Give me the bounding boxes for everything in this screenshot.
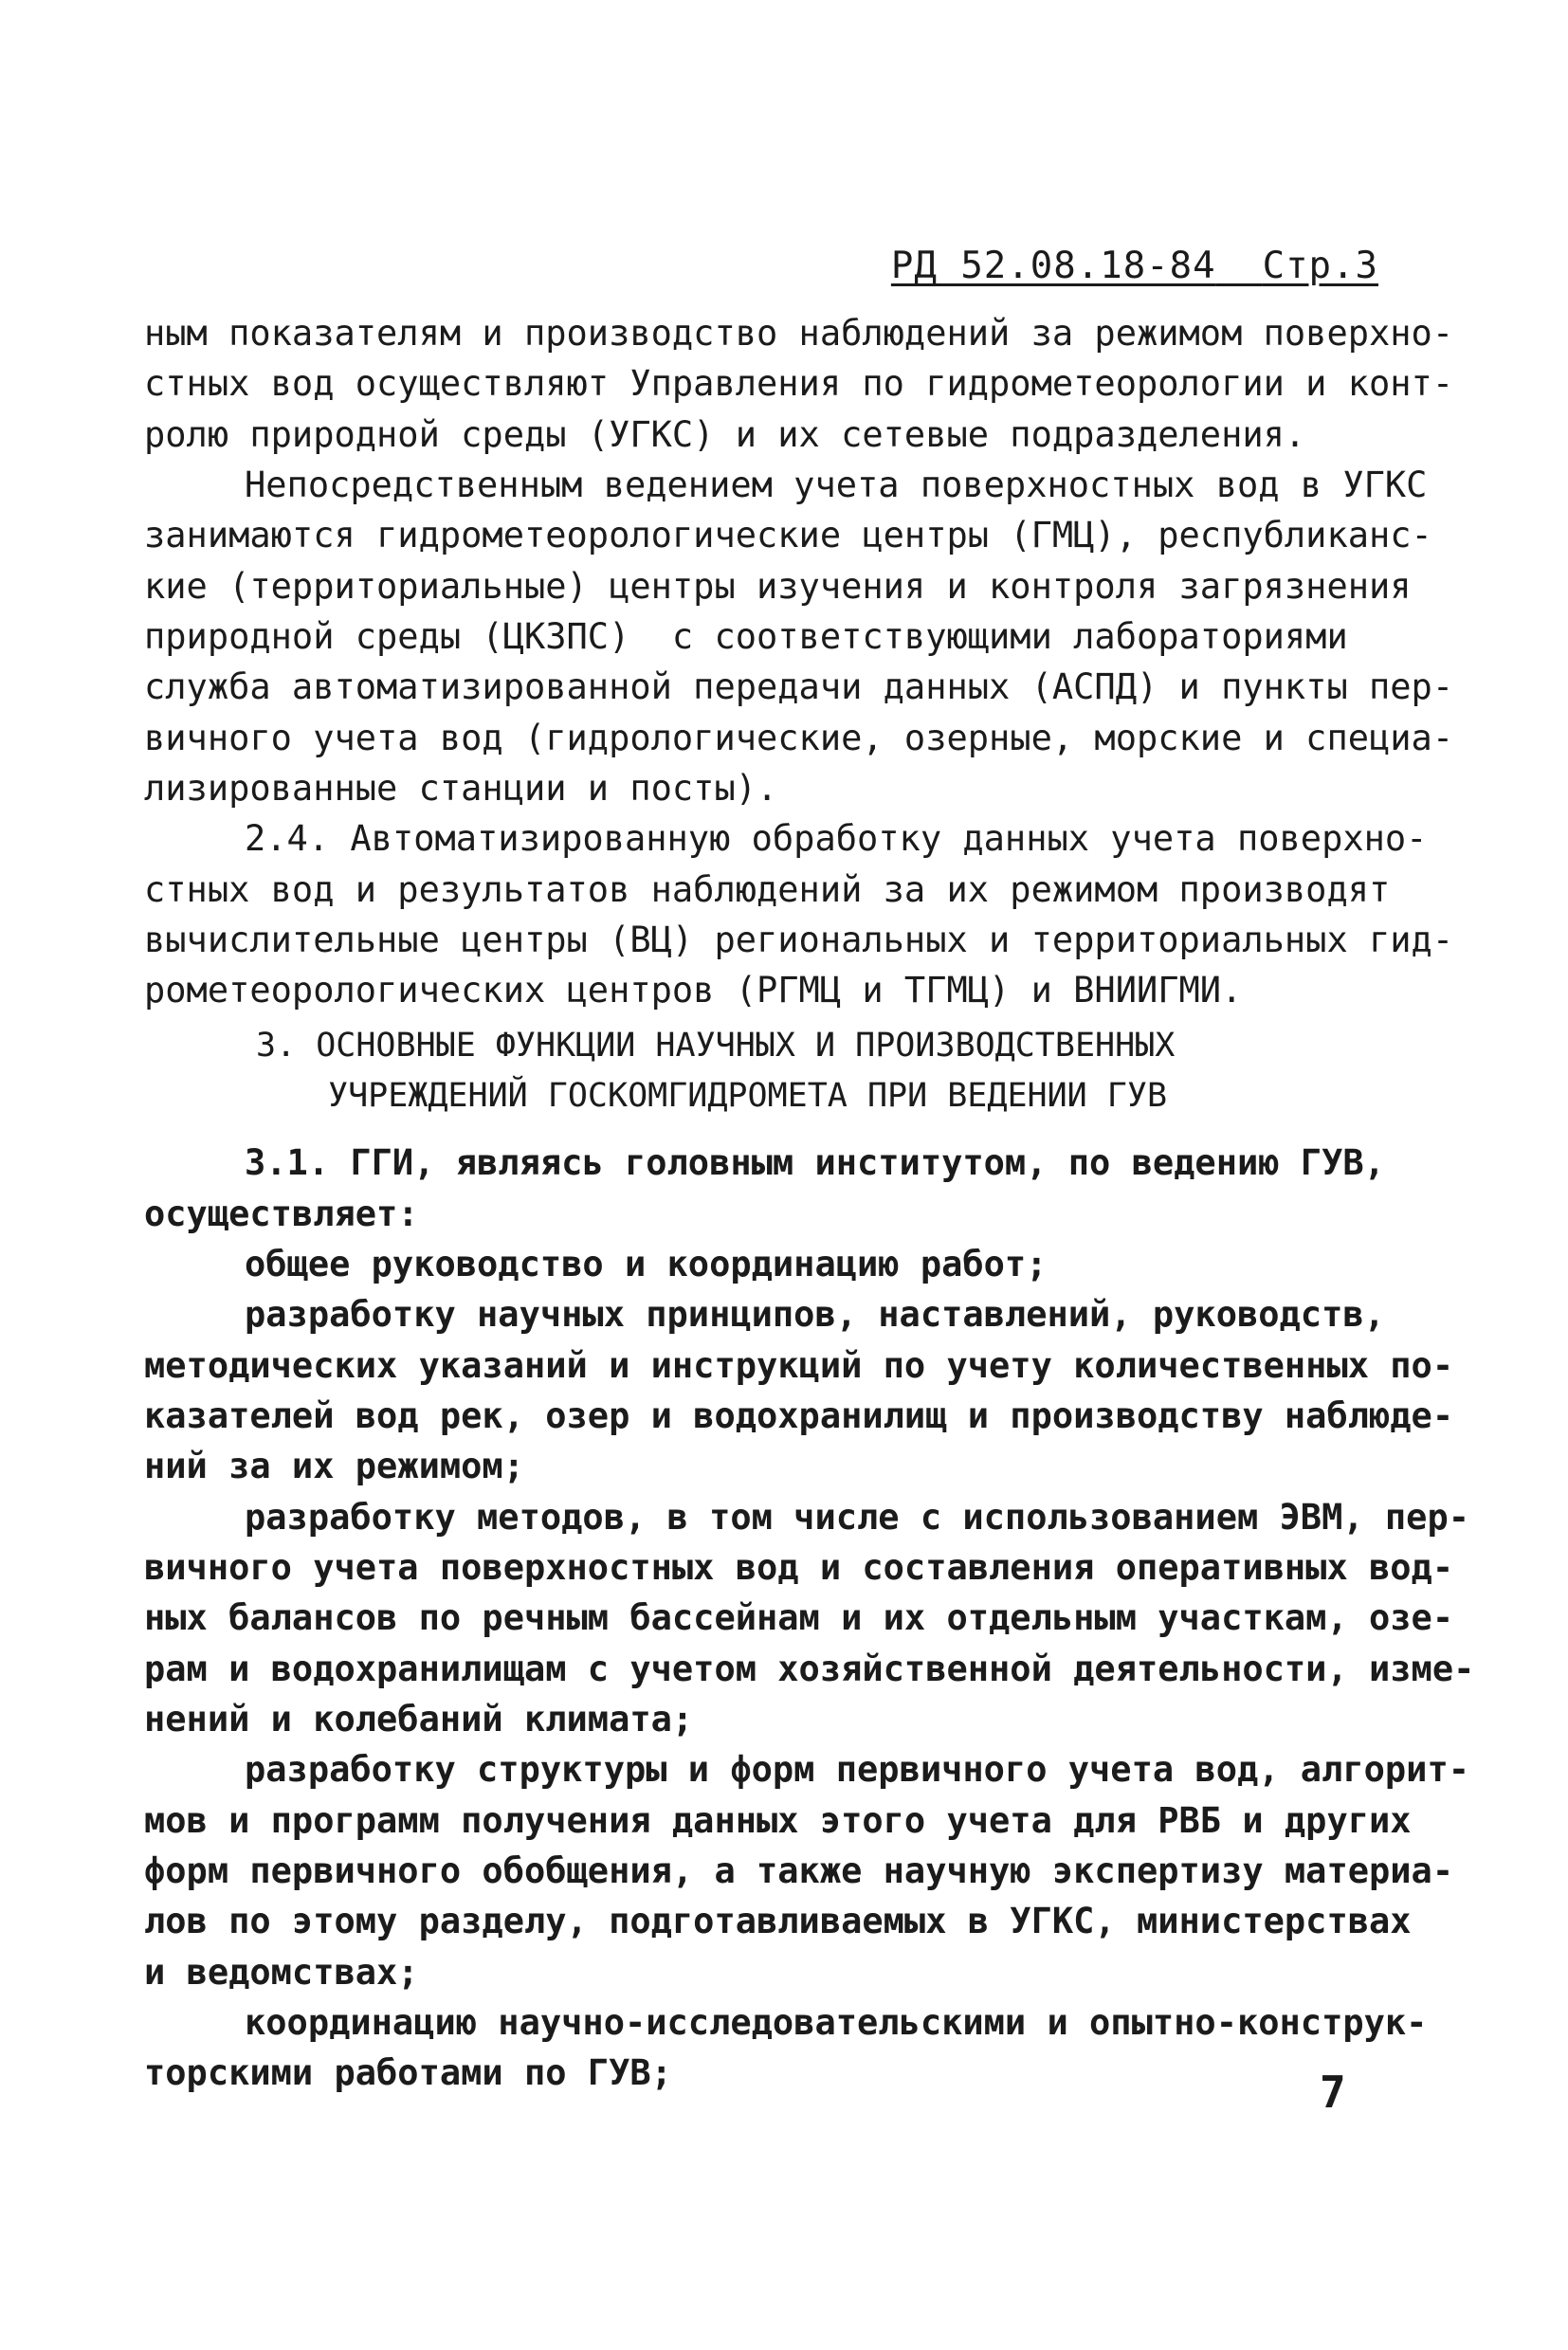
text-line: осуществляет: <box>144 1193 419 1234</box>
text-line: ний за их режимом; <box>144 1446 524 1486</box>
text-line: лизированные станции и посты). <box>144 768 778 809</box>
text-line: 2.4. Автоматизированную обработку данных учета поверхно- <box>245 818 1428 859</box>
section-heading-line-2: УЧРЕЖДЕНИЙ ГОСКОМГИДРОМЕТА ПРИ ВЕДЕНИИ ГУВ <box>328 1077 1168 1115</box>
text-line: ролю природной среды (УГКС) и их сетевые подразделения. <box>144 414 1306 455</box>
text-line: вичного учета вод (гидрологические, озерные, морские и специа- <box>144 718 1454 758</box>
text-line: стных вод осуществляют Управления по гидрометеорологии и конт- <box>144 363 1454 404</box>
text-line: торскими работами по ГУВ; <box>144 2052 672 2093</box>
text-line: кие (территориальные) центры изучения и контроля загрязнения <box>144 566 1412 607</box>
text-line: казателей вод рек, озер и водохранилищ и производству наблюде- <box>144 1395 1454 1436</box>
text-line: разработку научных принципов, наставлений, руководств, <box>245 1294 1385 1335</box>
page-reference: Стр.3 <box>1262 245 1378 287</box>
text-line: рометеорологических центров (РГМЦ и ТГМЦ) и ВНИИГМИ. <box>144 970 1243 1011</box>
text-line: разработку методов, в том числе с использованием ЭВМ, пер- <box>245 1497 1470 1538</box>
document-reference: РД 52.08.18-84 <box>890 245 1216 287</box>
text-line: Непосредственным ведением учета поверхностных вод в УГКС <box>245 465 1428 505</box>
text-line: и ведомствах; <box>144 1952 419 1993</box>
text-line: ным показателям и производство наблюдений за режимом поверхно- <box>144 313 1454 354</box>
text-line: общее руководство и координацию работ; <box>245 1244 1048 1284</box>
section-heading-line-1: 3. ОСНОВНЫЕ ФУНКЦИИ НАУЧНЫХ И ПРОИЗВОДСТВЕННЫХ <box>256 1027 1176 1065</box>
text-line: координацию научно-исследовательскими и опытно-конструк- <box>245 2002 1428 2043</box>
text-line: вичного учета поверхностных вод и составления оперативных вод- <box>144 1547 1454 1588</box>
text-line: вычислительные центры (ВЦ) региональных и территориальных гид- <box>144 920 1454 960</box>
text-line: занимаются гидрометеорологические центры (ГМЦ), республиканс- <box>144 515 1432 556</box>
text-line: служба автоматизированной передачи данных (АСПД) и пункты пер- <box>144 666 1454 707</box>
text-line: природной среды (ЦКЗПС) с соответствующими лабораториями <box>144 616 1348 657</box>
text-line: рам и водохранилищам с учетом хозяйственной деятельности, изме- <box>144 1649 1475 1689</box>
text-line: нений и колебаний климата; <box>144 1699 694 1740</box>
text-line: форм первичного обобщения, а также научную экспертизу материа- <box>144 1850 1454 1891</box>
text-line: лов по этому разделу, подготавливаемых в УГКС, министерствах <box>144 1901 1412 1941</box>
text-line: стных вод и результатов наблюдений за их режимом производят <box>144 869 1391 910</box>
text-line: ных балансов по речным бассейнам и их отдельным участкам, озе- <box>144 1597 1454 1638</box>
text-line: 3.1. ГГИ, являясь головным институтом, по ведению ГУВ, <box>245 1142 1385 1183</box>
text-line: методических указаний и инструкций по учету количественных по- <box>144 1345 1454 1386</box>
page-number: 7 <box>1320 2067 1346 2118</box>
text-line: мов и программ получения данных этого учета для РВБ и других <box>144 1800 1412 1841</box>
text-line: разработку структуры и форм первичного учета вод, алгорит- <box>245 1749 1470 1790</box>
page-header <box>891 245 1378 287</box>
